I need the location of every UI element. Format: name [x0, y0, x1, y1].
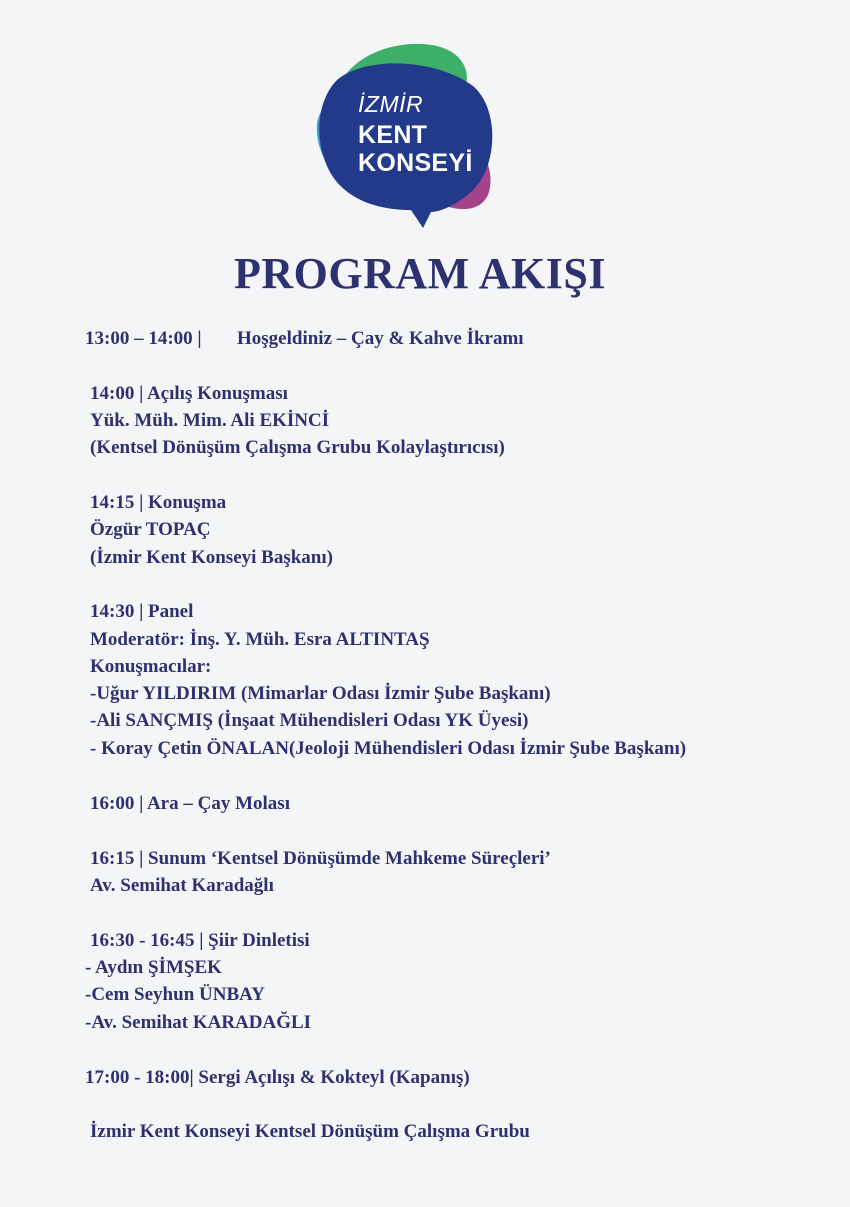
panel-heading: 14:30 | Panel	[90, 601, 194, 622]
logo-text-kent: KENT	[358, 121, 428, 149]
opening-speaker: Yük. Müh. Mim. Ali EKİNCİ	[90, 410, 330, 431]
page-title: PROGRAM AKIŞI	[234, 249, 606, 298]
poetry-performer-item: - Aydın ŞİMŞEK	[85, 957, 222, 978]
opening-heading: 14:00 | Açılış Konuşması	[90, 383, 288, 404]
presentation-speaker: Av. Semihat Karadağlı	[90, 875, 274, 896]
panel-speaker-item: - Koray Çetin ÖNALAN(Jeoloji Mühendisleri Odası İzmir Şube Başkanı)	[90, 738, 687, 759]
closing-heading: 17:00 - 18:00| Sergi Açılışı & Kokteyl (Kapanış)	[85, 1067, 470, 1088]
presentation-heading: 16:15 | Sunum ‘Kentsel Dönüşümde Mahkeme Süreçleri’	[90, 848, 551, 869]
panel-speakers-label: Konuşmacılar:	[90, 656, 212, 677]
poetry-performer-item: -Cem Seyhun ÜNBAY	[85, 984, 265, 1005]
izmir-kent-konseyi-logo	[305, 40, 500, 232]
poetry-heading: 16:30 - 16:45 | Şiir Dinletisi	[90, 930, 310, 951]
panel-speaker-item: -Uğur YILDIRIM (Mimarlar Odası İzmir Şube Başkanı)	[90, 683, 551, 704]
speech-speaker: Özgür TOPAÇ	[90, 519, 211, 540]
panel-moderator: Moderatör: İnş. Y. Müh. Esra ALTINTAŞ	[90, 629, 430, 650]
panel-speaker-item: -Ali SANÇMIŞ (İnşaat Mühendisleri Odası YK Üyesi)	[90, 710, 529, 731]
welcome-time: 13:00 – 14:00 |	[85, 328, 202, 349]
speech-heading: 14:15 | Konuşma	[90, 492, 227, 513]
break-heading: 16:00 | Ara – Çay Molası	[90, 793, 290, 814]
speech-role: (İzmir Kent Konseyi Başkanı)	[90, 547, 333, 568]
logo-text-izmir: İZMİR	[358, 91, 424, 117]
welcome-text: Hoşgeldiniz – Çay & Kahve İkramı	[237, 328, 524, 349]
opening-role: (Kentsel Dönüşüm Çalışma Grubu Kolaylaştırıcısı)	[90, 437, 505, 458]
logo-text-konseyi: KONSEYİ	[358, 149, 473, 177]
poetry-performer-item: -Av. Semihat KARADAĞLI	[85, 1012, 312, 1033]
footer-organizer: İzmir Kent Konseyi Kentsel Dönüşüm Çalışma Grubu	[90, 1121, 530, 1142]
